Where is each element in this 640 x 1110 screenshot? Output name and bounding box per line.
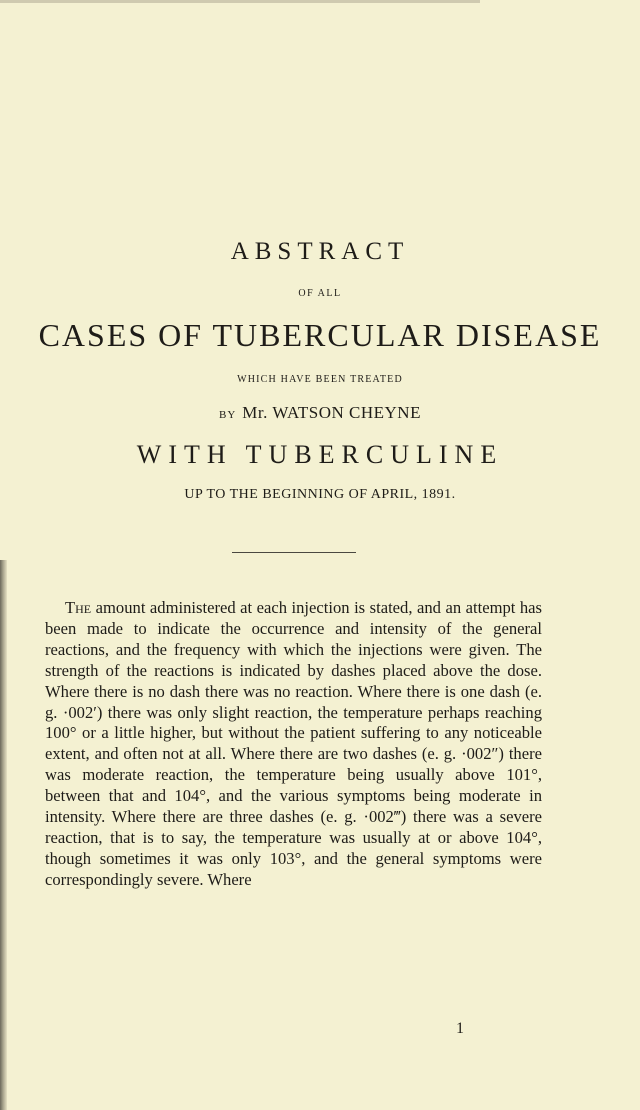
section-divider xyxy=(232,552,356,553)
paragraph-text: amount administered at each injection is stated, and an attempt has been made to indicate the occurrence and intensity of the general reactions, and the frequency with which the injections were given. The strength of the reactions is indicated by dashes placed above the dose. Where there is no dash there was no reaction. Where there is one dash (e. g. ·002′) there was only slight reaction, the temperature perhaps reaching 100° or a little higher, but without the patient suffering to any noticeable extent, and often not at all. Where there are two dashes (e. g. ·002″) there was moderate reaction, the temperature being usually above 101°, between that and 104°, and the various symptoms being moderate in intensity. Where there are three dashes (e. g. ·002‴) there was a severe reaction, that is to say, the temperature was usually at or above 104°, though sometimes it was only 103°, and the general symptoms were correspondingly severe. Where xyxy=(45,598,543,889)
date-line: UP TO THE BEGINNING OF APRIL, 1891. xyxy=(184,487,456,502)
by-prefix: BY xyxy=(219,409,237,421)
author-name: Mr. WATSON CHEYNE xyxy=(242,403,421,422)
binding-edge xyxy=(0,560,7,1110)
of-all-subheading: OF ALL xyxy=(298,288,342,299)
page-number: 1 xyxy=(456,1020,464,1037)
author-line xyxy=(0,403,640,423)
which-line: WHICH HAVE BEEN TREATED xyxy=(237,374,403,385)
top-page-edge xyxy=(0,0,480,3)
with-tuberculine-title: WITH TUBERCULINE xyxy=(136,440,504,469)
main-title: CASES OF TUBERCULAR DISEASE xyxy=(38,317,602,353)
first-word: The xyxy=(65,598,92,617)
abstract-heading: ABSTRACT xyxy=(230,238,410,265)
body-paragraph xyxy=(45,598,542,891)
